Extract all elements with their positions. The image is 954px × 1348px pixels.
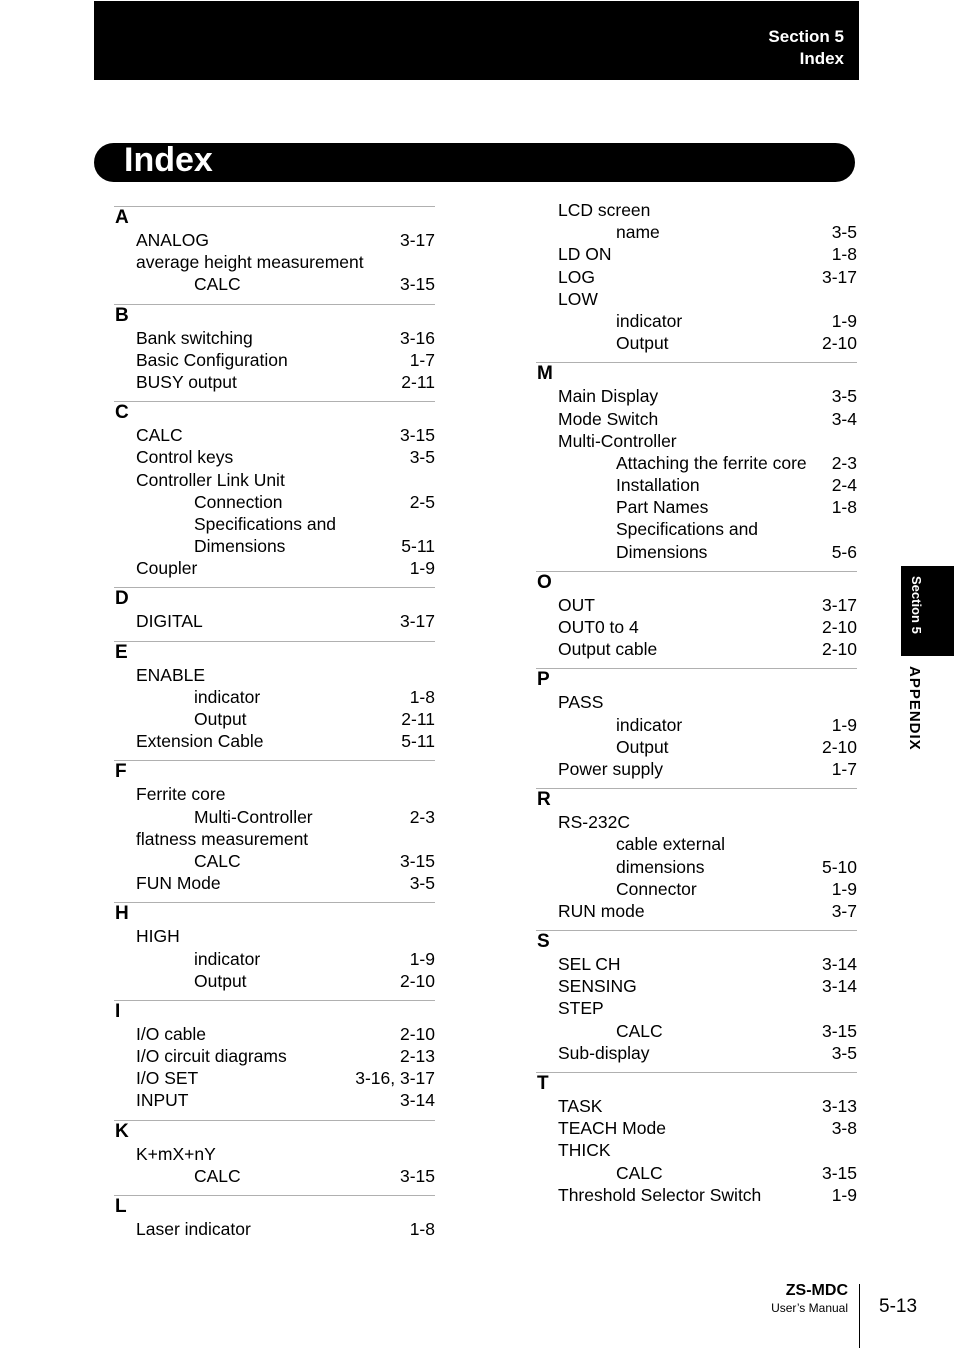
index-entry [536,638,857,660]
index-entry [536,518,857,540]
index-page-ref[interactable]: 2-3 [409,806,435,827]
index-letter-heading: T [537,1073,549,1094]
index-term: BUSY output [136,371,237,392]
side-tab-label: Section 5 [909,576,924,634]
index-entry [114,708,435,730]
index-entry [114,1143,435,1165]
index-letter-heading: K [115,1120,129,1142]
index-term: K+mX+nY [136,1143,216,1164]
index-term: CALC [194,1165,241,1186]
index-entry [536,616,857,638]
index-letter-heading: O [537,571,552,593]
index-page-ref[interactable]: 5-6 [831,541,857,562]
index-page-ref[interactable]: 3-5 [831,386,857,407]
index-term: Basic Configuration [136,349,288,370]
index-group [536,571,857,661]
index-entry [536,541,857,563]
index-page-ref[interactable]: 5-10 [821,856,857,877]
index-entry [114,557,435,579]
index-entry [114,273,435,295]
index-entry [114,610,435,632]
index-entry [536,758,857,780]
index-page-ref[interactable]: 1-7 [831,758,857,779]
index-page-ref[interactable]: 3-17 [399,230,435,250]
index-entry [114,806,435,828]
index-term: CALC [194,850,241,871]
index-term: Power supply [558,758,664,779]
index-term: Attaching the ferrite core [616,452,807,473]
index-term: dimensions [616,856,705,877]
index-page-ref[interactable]: 5-11 [401,731,435,752]
index-entry [536,833,857,855]
section-header-bar [94,1,859,80]
section-label [768,26,844,70]
index-page-ref[interactable]: 3-4 [831,408,857,429]
index-page-ref[interactable]: 1-9 [831,310,857,331]
index-page-ref[interactable]: 3-15 [821,1020,857,1041]
index-term: ENABLE [136,664,206,685]
index-entry [536,1020,857,1042]
index-group [114,902,435,992]
index-term: Output [616,333,669,354]
index-entry [536,288,857,310]
index-term: INPUT [136,1090,189,1111]
index-term: Connector [616,878,697,899]
index-entry [536,811,857,833]
index-page-ref[interactable]: 2-13 [399,1046,435,1067]
index-term: DIGITAL [136,611,203,632]
index-page-ref[interactable]: 3-17 [821,594,857,615]
index-term: Bank switching [136,327,253,348]
index-term: RUN mode [558,900,645,921]
index-letter-heading: A [115,207,129,228]
index-term: Multi-Controller [558,430,677,451]
index-term: indicator [616,714,683,735]
index-page-ref[interactable]: 1-9 [831,1184,857,1205]
index-entry [114,872,435,894]
index-page-ref[interactable]: 3-14 [821,976,857,997]
index-page-ref[interactable]: 1-7 [409,349,435,370]
index-entry [114,371,435,393]
index-term: Control keys [136,447,234,468]
index-term: name [616,222,660,243]
index-term: I/O SET [136,1068,199,1089]
index-letter-heading: L [115,1196,127,1217]
index-entry [536,1117,857,1139]
index-entry [536,266,857,288]
index-page-ref[interactable]: 2-11 [401,371,435,392]
index-entry [536,691,857,713]
index-entry [536,1095,857,1117]
index-term: OUT [558,594,595,615]
index-entry [114,349,435,371]
index-group [536,362,857,563]
index-entry [536,199,857,221]
index-entry [536,594,857,616]
index-term: Extension Cable [136,731,264,752]
index-letter-heading: E [115,641,128,663]
index-group [114,1000,435,1112]
index-term: Laser indicator [136,1219,251,1239]
index-page-ref[interactable]: 3-15 [399,274,435,295]
index-page-ref[interactable]: 3-16 [399,327,435,348]
index-entry [114,730,435,752]
index-entry [536,953,857,975]
index-page-ref[interactable]: 1-9 [831,878,857,899]
index-term: Multi-Controller [194,806,313,827]
index-page-ref[interactable]: 3-7 [831,900,857,921]
index-page-ref[interactable]: 3-15 [399,850,435,871]
index-entry [114,469,435,491]
index-term: Part Names [616,497,709,518]
index-group [114,1120,435,1187]
index-term: Ferrite core [136,784,226,805]
section-number: Section 5 [768,27,844,46]
index-term: Connection [194,491,283,512]
index-entry [536,997,857,1019]
index-page-ref[interactable]: 1-8 [831,497,857,518]
index-group [536,930,857,1064]
index-entry [536,736,857,758]
index-group [114,304,435,394]
index-term: indicator [616,310,683,331]
index-entry [114,535,435,557]
index-page-ref[interactable]: 1-8 [409,686,435,707]
index-page-ref[interactable]: 3-5 [831,1042,857,1063]
index-letter-heading: B [115,304,129,326]
index-term: FUN Mode [136,873,221,894]
index-entry [114,1067,435,1089]
index-entry [114,446,435,468]
index-page-ref[interactable]: 1-9 [409,948,435,969]
index-group [536,668,857,780]
index-entry [536,496,857,518]
index-page-ref[interactable]: 1-9 [831,714,857,735]
index-page-ref[interactable]: 3-5 [831,222,857,243]
index-term: THICK [558,1140,611,1161]
index-term: CALC [194,274,241,295]
index-term: Threshold Selector Switch [558,1184,762,1205]
index-entry [114,1023,435,1045]
index-page-ref[interactable]: 2-10 [821,639,857,660]
index-entry [536,310,857,332]
index-term: Output [616,736,669,757]
index-term: Dimensions [616,541,708,562]
footer-product [771,1281,848,1315]
index-group [536,1072,857,1206]
index-letter-heading: M [537,363,553,385]
index-term: cable external [616,834,725,855]
index-term: PASS [558,692,604,713]
index-page-ref[interactable]: 3-15 [821,1162,857,1183]
index-page-ref[interactable]: 5-11 [401,536,435,557]
index-term: CALC [616,1162,663,1183]
index-page-ref[interactable]: 2-5 [409,491,435,512]
index-page-ref[interactable]: 3-16, 3-17 [355,1068,435,1089]
index-term: STEP [558,998,604,1019]
index-group [114,401,435,579]
index-entry [536,385,857,407]
index-entry [114,850,435,872]
index-group [536,788,857,922]
index-term: CALC [616,1020,663,1041]
index-letter-heading: R [537,789,551,811]
index-page-ref[interactable]: 3-5 [409,447,435,468]
index-group [114,206,435,296]
index-letter-heading: I [115,1000,121,1022]
index-term: RS-232C [558,812,630,833]
index-entry [114,970,435,992]
index-entry [536,878,857,900]
index-entry [536,1042,857,1064]
index-entry [114,664,435,686]
index-term: I/O circuit diagrams [136,1046,287,1067]
index-entry [114,1089,435,1111]
page-number: 5-13 [879,1296,918,1317]
index-term: Main Display [558,386,659,407]
index-term: ANALOG [136,230,209,250]
section-side-tab[interactable] [901,566,954,656]
index-term: SENSING [558,976,637,997]
index-page-ref[interactable]: 2-10 [821,617,857,637]
index-entry [114,783,435,805]
footer-manual-label: User’s Manual [771,1301,848,1315]
index-term: Output [194,709,247,729]
index-entry [114,327,435,349]
index-page-ref[interactable]: 2-4 [831,475,857,496]
index-term: SEL CH [558,954,621,975]
index-term: average height measurement [136,252,364,273]
index-page-ref[interactable]: 2-3 [831,452,857,473]
index-term: HIGH [136,926,180,947]
page-title: Index [124,141,213,179]
index-entry [536,221,857,243]
index-term: TEACH Mode [558,1118,666,1139]
index-entry [536,1184,857,1206]
index-page-ref[interactable]: 2-11 [401,709,435,729]
index-term: indicator [194,686,261,707]
index-term: indicator [194,948,261,969]
index-page-ref[interactable]: 1-8 [409,1219,435,1239]
index-term: flatness measurement [136,828,309,849]
index-term: Dimensions [194,536,286,557]
index-letter-heading: C [115,402,129,424]
index-page-ref[interactable]: 3-17 [821,266,857,287]
index-entry [114,1045,435,1067]
index-entry [536,900,857,922]
index-page-ref[interactable]: 3-8 [831,1118,857,1139]
index-page-ref[interactable]: 3-15 [399,1165,435,1186]
index-entry [536,332,857,354]
index-group [114,760,435,894]
index-term: Sub-display [558,1042,650,1063]
index-page-ref[interactable]: 3-13 [821,1096,857,1116]
index-term: Controller Link Unit [136,469,285,490]
appendix-side-label: APPENDIX [906,666,923,751]
index-entry [536,1139,857,1161]
index-term: CALC [136,425,183,446]
index-entry [536,714,857,736]
index-group [114,1195,435,1240]
index-letter-heading: D [115,588,129,610]
index-term: LD ON [558,244,612,265]
index-entry [114,686,435,708]
index-page-ref[interactable]: 3-5 [409,873,435,894]
index-entry [536,430,857,452]
index-letter-heading: F [115,761,127,783]
index-term: Installation [616,475,700,496]
index-entry [114,229,435,251]
footer-divider [859,1284,860,1348]
index-page-ref[interactable]: 2-10 [399,1023,435,1044]
index-entry [114,925,435,947]
index-page-ref[interactable]: 3-17 [399,611,435,632]
index-entry [536,975,857,997]
index-entry [114,424,435,446]
index-page-ref[interactable]: 1-9 [409,558,435,579]
section-subtitle: Index [799,49,844,68]
index-term: I/O cable [136,1023,207,1044]
index-entry [114,491,435,513]
index-page-ref[interactable]: 2-10 [821,333,857,354]
index-entry [536,243,857,265]
index-page-ref[interactable]: 3-14 [821,954,857,975]
index-term: Specifications and [194,513,337,534]
index-entry [536,474,857,496]
index-term: Mode Switch [558,408,659,429]
index-term: LCD screen [558,200,651,220]
index-entry [114,1165,435,1187]
index-entry [114,948,435,970]
index-term: OUT0 to 4 [558,617,639,637]
index-entry [114,828,435,850]
index-group [114,641,435,753]
index-page-ref[interactable]: 1-8 [831,244,857,265]
index-term: TASK [558,1096,603,1116]
index-entry [536,856,857,878]
index-entry [114,1218,435,1240]
index-term: Output [194,970,247,991]
index-term: Coupler [136,558,198,579]
index-term: Output cable [558,639,658,660]
index-column-left [114,206,435,1248]
index-term: LOG [558,266,595,287]
index-letter-heading: S [537,931,550,953]
index-term: Specifications and [616,519,759,540]
index-entry [536,408,857,430]
index-page-ref[interactable]: 2-10 [399,970,435,991]
index-term: LOW [558,288,598,309]
index-page-ref[interactable]: 3-14 [399,1090,435,1111]
index-entry [536,1162,857,1184]
index-entry [536,452,857,474]
index-letter-heading: H [115,903,129,925]
index-entry [114,251,435,273]
index-letter-heading: P [537,669,550,691]
index-page-ref[interactable]: 3-15 [399,425,435,446]
index-entry [114,513,435,535]
index-group [114,587,435,632]
index-column-right [536,199,857,1214]
footer-product-name: ZS-MDC [785,1282,848,1299]
page-title-bar [94,143,855,182]
index-group [536,199,857,354]
index-page-ref[interactable]: 2-10 [821,736,857,757]
